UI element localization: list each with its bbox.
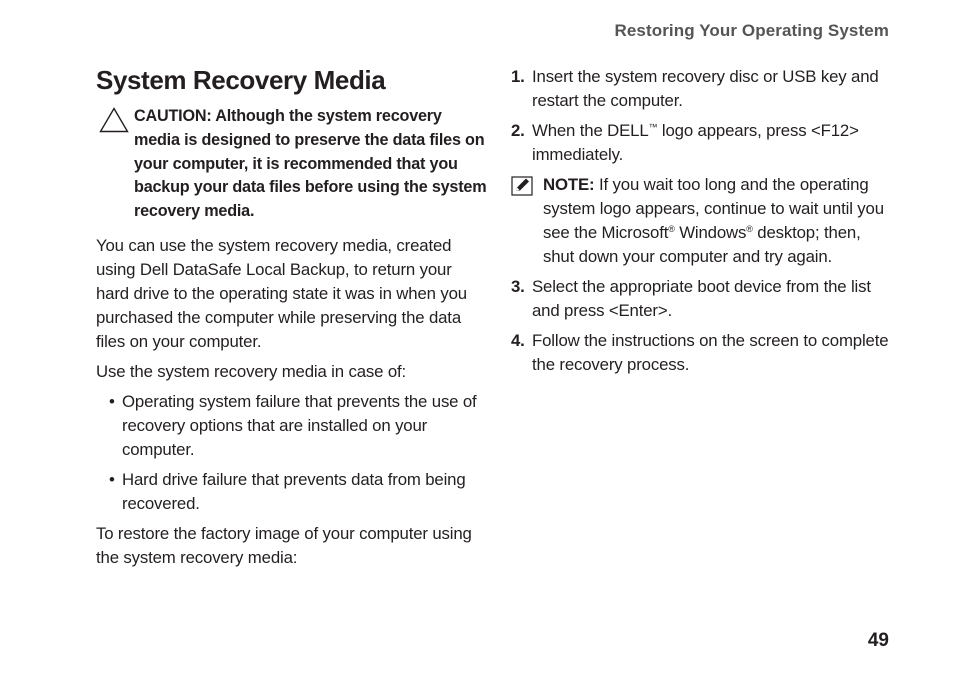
bullet-mark: • xyxy=(109,391,115,411)
step-text-before: When the DELL xyxy=(532,121,649,140)
restore-steps xyxy=(511,65,896,167)
step-number: 1. xyxy=(511,67,525,86)
bullet-mark: • xyxy=(109,469,115,489)
list-item xyxy=(96,390,488,462)
restore-steps-continued xyxy=(511,275,896,377)
caution-triangle-icon xyxy=(99,107,129,133)
page-number: 49 xyxy=(867,630,889,651)
caution-text: CAUTION: Although the system recovery media is designed to preserve the data files on your computer, it is recommended that you backup your data files before using the system recovery media. xyxy=(134,107,487,221)
registered-mark: ® xyxy=(746,224,753,234)
registered-mark: ® xyxy=(668,224,675,234)
list-item xyxy=(96,468,488,516)
note-text-2: Windows xyxy=(674,223,747,242)
step-item xyxy=(511,65,896,113)
trademark-symbol: ™ xyxy=(648,122,658,132)
step-text: Select the appropriate boot device from the list and press <Enter>. xyxy=(532,277,871,320)
list-item-text: Operating system failure that prevents the use of recovery options that are installed on your computer. xyxy=(122,391,477,459)
step-number: 2. xyxy=(511,121,525,140)
note-label: NOTE: xyxy=(543,175,595,194)
step-number: 4. xyxy=(511,331,525,350)
left-column xyxy=(96,64,488,570)
running-header: Restoring Your Operating System xyxy=(614,21,889,40)
section-title: System Recovery Media xyxy=(96,65,386,95)
use-case-list xyxy=(96,390,488,516)
step-number: 3. xyxy=(511,277,525,296)
note-text-1: If you wait too long and the operating system logo appears, continue to wait until you see the Microsoft xyxy=(543,175,884,242)
step-text-after: logo appears, press <F12> immediately. xyxy=(532,121,859,164)
use-case-lead: Use the system recovery media in case of: xyxy=(96,361,407,381)
intro-paragraph: You can use the system recovery media, created using Dell DataSafe Local Backup, to return your hard drive to the operating state it was in when you purchased the computer while preserving the data files on your computer. xyxy=(96,235,467,351)
note-box xyxy=(511,173,896,269)
step-text xyxy=(532,121,859,164)
list-item-text: Hard drive failure that prevents data from being recovered. xyxy=(122,469,466,513)
restore-lead: To restore the factory image of your computer using the system recovery media: xyxy=(96,523,472,567)
step-text: Follow the instructions on the screen to complete the recovery process. xyxy=(532,331,889,374)
note-pencil-icon xyxy=(511,176,533,196)
step-item xyxy=(511,329,896,377)
caution-box xyxy=(96,105,488,224)
right-column xyxy=(511,65,896,383)
note-text-3: desktop; then, shut down your computer and try again. xyxy=(543,223,861,266)
step-item xyxy=(511,119,896,167)
step-item xyxy=(511,275,896,323)
step-text: Insert the system recovery disc or USB key and restart the computer. xyxy=(532,67,879,110)
